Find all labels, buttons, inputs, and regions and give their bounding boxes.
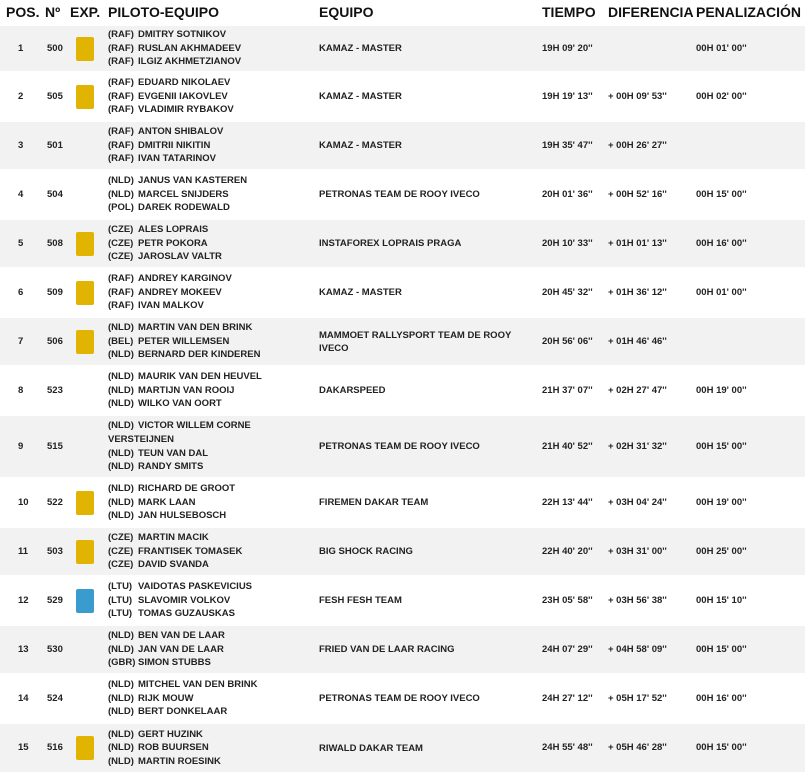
header-crew: PILOTO-EQUIPO <box>108 4 219 20</box>
team-cell: FESH FESH TEAM <box>319 576 542 625</box>
crew-nationality: (CZE) <box>108 224 134 236</box>
position-cell: 15 <box>0 723 45 772</box>
crew-member <box>108 656 319 670</box>
experience-cell <box>70 576 108 625</box>
experience-cell <box>70 674 108 723</box>
time-cell: 21H 37' 07'' <box>542 366 608 415</box>
position-cell: 4 <box>0 170 45 219</box>
crew-nationality: (RAF) <box>108 77 134 89</box>
time-cell: 23H 05' 58'' <box>542 576 608 625</box>
time-cell: 20H 56' 06'' <box>542 317 608 366</box>
experience-cell <box>70 723 108 772</box>
crew-nationality: (NLD) <box>108 349 134 361</box>
crew-nationality: (NLD) <box>108 371 134 383</box>
empty-badge <box>76 435 94 459</box>
crew-nationality: (RAF) <box>108 42 134 54</box>
crew-cell <box>108 674 319 723</box>
crew-cell <box>108 723 319 772</box>
number-cell: 503 <box>45 527 70 576</box>
experience-cell <box>70 72 108 121</box>
empty-badge <box>76 687 94 711</box>
penalty-cell: 00H 16' 00'' <box>696 219 805 268</box>
number-cell: 524 <box>45 674 70 723</box>
number-cell: 504 <box>45 170 70 219</box>
difference-cell: + 01H 36' 12'' <box>608 268 696 317</box>
empty-badge <box>76 379 94 403</box>
crew-member <box>108 419 319 446</box>
position-cell: 1 <box>0 25 45 72</box>
crew-name: ANDREY MOKEEV <box>138 286 222 298</box>
crew-member <box>108 188 319 202</box>
difference-cell: + 04H 58' 09'' <box>608 625 696 674</box>
time-cell: 24H 27' 12'' <box>542 674 608 723</box>
crew-name: ALES LOPRAIS <box>138 224 209 236</box>
crew-nationality: (GBR) <box>108 657 136 669</box>
position-cell: 12 <box>0 576 45 625</box>
team-cell: KAMAZ - MASTER <box>319 268 542 317</box>
empty-badge <box>76 134 94 158</box>
header-time: TIEMPO <box>542 4 596 20</box>
header-team: EQUIPO <box>319 4 374 20</box>
crew-name: GERT HUZINK <box>138 728 203 740</box>
crew-nationality: (CZE) <box>108 559 134 571</box>
difference-cell: + 01H 01' 13'' <box>608 219 696 268</box>
crew-member <box>108 125 319 139</box>
crew-member <box>108 335 319 349</box>
crew-member <box>108 741 319 755</box>
table-row[interactable] <box>0 478 805 527</box>
position-cell: 10 <box>0 478 45 527</box>
crew-nationality: (NLD) <box>108 496 134 508</box>
crew-name: SIMON STUBBS <box>138 657 211 669</box>
number-cell: 522 <box>45 478 70 527</box>
penalty-cell: 00H 25' 00'' <box>696 527 805 576</box>
table-row[interactable] <box>0 317 805 366</box>
difference-cell <box>608 25 696 72</box>
experience-cell <box>70 527 108 576</box>
crew-member <box>108 103 319 117</box>
experience-cell <box>70 25 108 72</box>
experience-cell <box>70 170 108 219</box>
crew-nationality: (NLD) <box>108 384 134 396</box>
empty-badge <box>76 638 94 662</box>
crew-member <box>108 678 319 692</box>
crew-nationality: (NLD) <box>108 679 134 691</box>
crew-cell <box>108 478 319 527</box>
gold-badge-icon <box>76 330 94 354</box>
crew-member <box>108 558 319 572</box>
crew-member <box>108 692 319 706</box>
team-cell: PETRONAS TEAM DE ROOY IVECO <box>319 674 542 723</box>
experience-cell <box>70 121 108 170</box>
position-cell: 3 <box>0 121 45 170</box>
crew-name: RANDY SMITS <box>138 461 204 473</box>
crew-nationality: (NLD) <box>108 447 134 459</box>
time-cell: 20H 01' 36'' <box>542 170 608 219</box>
number-cell: 500 <box>45 25 70 72</box>
penalty-cell: 00H 16' 00'' <box>696 674 805 723</box>
crew-name: TOMAS GUZAUSKAS <box>138 608 235 620</box>
crew-name: DAREK RODEWALD <box>138 202 230 214</box>
penalty-cell <box>696 121 805 170</box>
gold-badge-icon <box>76 540 94 564</box>
experience-cell <box>70 415 108 478</box>
time-cell: 22H 13' 44'' <box>542 478 608 527</box>
crew-member <box>108 286 319 300</box>
crew-name: JAN HULSEBOSCH <box>138 510 227 522</box>
crew-member <box>108 139 319 153</box>
crew-name: ANDREY KARGINOV <box>138 273 232 285</box>
table-row[interactable] <box>0 625 805 674</box>
position-cell: 13 <box>0 625 45 674</box>
team-cell: INSTAFOREX LOPRAIS PRAGA <box>319 219 542 268</box>
crew-name: MARTIN MACIK <box>138 532 209 544</box>
crew-name: DMITRY SOTNIKOV <box>138 29 227 41</box>
gold-badge-icon <box>76 281 94 305</box>
crew-member <box>108 397 319 411</box>
crew-name: RIJK MOUW <box>138 692 194 704</box>
penalty-cell <box>696 317 805 366</box>
crew-member <box>108 460 319 474</box>
crew-cell <box>108 170 319 219</box>
crew-member <box>108 299 319 313</box>
crew-member <box>108 755 319 769</box>
difference-cell: + 01H 46' 46'' <box>608 317 696 366</box>
number-cell: 529 <box>45 576 70 625</box>
crew-name: MARTIN ROESINK <box>138 755 221 767</box>
crew-member <box>108 348 319 362</box>
crew-nationality: (RAF) <box>108 153 134 165</box>
crew-name: FRANTISEK TOMASEK <box>138 545 243 557</box>
crew-nationality: (NLD) <box>108 728 134 740</box>
position-cell: 9 <box>0 415 45 478</box>
crew-cell <box>108 317 319 366</box>
crew-cell <box>108 576 319 625</box>
crew-member <box>108 496 319 510</box>
experience-cell <box>70 366 108 415</box>
crew-cell <box>108 366 319 415</box>
crew-nationality: (CZE) <box>108 532 134 544</box>
penalty-cell: 00H 15' 00'' <box>696 723 805 772</box>
crew-member <box>108 28 319 42</box>
crew-nationality: (NLD) <box>108 188 134 200</box>
experience-cell <box>70 478 108 527</box>
crew-name: JAN VAN DE LAAR <box>138 643 224 655</box>
crew-member <box>108 384 319 398</box>
position-cell: 5 <box>0 219 45 268</box>
team-cell: DAKARSPEED <box>319 366 542 415</box>
crew-cell <box>108 72 319 121</box>
crew-nationality: (RAF) <box>108 139 134 151</box>
difference-cell: + 03H 31' 00'' <box>608 527 696 576</box>
crew-name: MARK LAAN <box>138 496 196 508</box>
crew-nationality: (RAF) <box>108 286 134 298</box>
number-cell: 509 <box>45 268 70 317</box>
table-row[interactable] <box>0 170 805 219</box>
gold-badge-icon <box>76 85 94 109</box>
crew-name: VAIDOTAS PASKEVICIUS <box>138 581 253 593</box>
header-diff: DIFERENCIA <box>608 4 694 20</box>
table-row[interactable] <box>0 674 805 723</box>
crew-name: EDUARD NIKOLAEV <box>138 77 231 89</box>
crew-nationality: (RAF) <box>108 273 134 285</box>
crew-name: ANTON SHIBALOV <box>138 126 224 138</box>
crew-nationality: (POL) <box>108 202 134 214</box>
difference-cell: + 00H 26' 27'' <box>608 121 696 170</box>
crew-nationality: (NLD) <box>108 706 134 718</box>
position-cell: 2 <box>0 72 45 121</box>
crew-name: PETR POKORA <box>138 237 208 249</box>
gold-badge-icon <box>76 491 94 515</box>
crew-nationality: (CZE) <box>108 237 134 249</box>
crew-member <box>108 76 319 90</box>
difference-cell: + 02H 31' 32'' <box>608 415 696 478</box>
empty-badge <box>76 183 94 207</box>
crew-member <box>108 482 319 496</box>
team-cell: FIREMEN DAKAR TEAM <box>319 478 542 527</box>
experience-cell <box>70 268 108 317</box>
team-cell: MAMMOET RALLYSPORT TEAM DE ROOY IVECO <box>319 317 542 366</box>
crew-cell <box>108 625 319 674</box>
time-cell: 20H 10' 33'' <box>542 219 608 268</box>
team-cell: PETRONAS TEAM DE ROOY IVECO <box>319 170 542 219</box>
crew-nationality: (NLD) <box>108 630 134 642</box>
time-cell: 24H 07' 29'' <box>542 625 608 674</box>
crew-name: MARTIN VAN DEN BRINK <box>138 322 253 334</box>
position-cell: 14 <box>0 674 45 723</box>
number-cell: 505 <box>45 72 70 121</box>
crew-name: EVGENII IAKOVLEV <box>138 90 228 102</box>
penalty-cell: 00H 15' 10'' <box>696 576 805 625</box>
header-exp: EXP. <box>70 4 101 20</box>
crew-name: DMITRII NIKITIN <box>138 139 211 151</box>
crew-cell <box>108 527 319 576</box>
crew-member <box>108 152 319 166</box>
crew-member <box>108 705 319 719</box>
time-cell: 19H 19' 13'' <box>542 72 608 121</box>
number-cell: 523 <box>45 366 70 415</box>
difference-cell: + 05H 46' 28'' <box>608 723 696 772</box>
crew-member <box>108 447 319 461</box>
penalty-cell: 00H 15' 00'' <box>696 170 805 219</box>
position-cell: 8 <box>0 366 45 415</box>
crew-name: MARTIJN VAN ROOIJ <box>138 384 235 396</box>
table-row[interactable] <box>0 121 805 170</box>
header-penalty: PENALIZACIÓN <box>696 4 801 20</box>
experience-cell <box>70 625 108 674</box>
crew-member <box>108 201 319 215</box>
crew-nationality: (NLD) <box>108 742 134 754</box>
time-cell: 19H 35' 47'' <box>542 121 608 170</box>
crew-nationality: (NLD) <box>108 420 134 432</box>
crew-name: DAVID SVANDA <box>138 559 209 571</box>
difference-cell: + 05H 17' 52'' <box>608 674 696 723</box>
crew-name: JANUS VAN KASTEREN <box>138 175 248 187</box>
time-cell: 19H 09' 20'' <box>542 25 608 72</box>
crew-nationality: (NLD) <box>108 175 134 187</box>
crew-name: SLAVOMIR VOLKOV <box>138 594 231 606</box>
results-body <box>0 25 805 772</box>
crew-nationality: (NLD) <box>108 643 134 655</box>
crew-nationality: (CZE) <box>108 251 134 263</box>
penalty-cell: 00H 02' 00'' <box>696 72 805 121</box>
table-row[interactable] <box>0 527 805 576</box>
number-cell: 530 <box>45 625 70 674</box>
penalty-cell: 00H 19' 00'' <box>696 478 805 527</box>
gold-badge-icon <box>76 736 94 760</box>
crew-cell <box>108 268 319 317</box>
crew-member <box>108 629 319 643</box>
time-cell: 20H 45' 32'' <box>542 268 608 317</box>
team-cell: PETRONAS TEAM DE ROOY IVECO <box>319 415 542 478</box>
difference-cell: + 03H 56' 38'' <box>608 576 696 625</box>
crew-name: TEUN VAN DAL <box>138 447 209 459</box>
crew-name: IVAN TATARINOV <box>138 153 216 165</box>
penalty-cell: 00H 15' 00'' <box>696 625 805 674</box>
crew-nationality: (RAF) <box>108 104 134 116</box>
crew-member <box>108 174 319 188</box>
table-row[interactable] <box>0 415 805 478</box>
number-cell: 501 <box>45 121 70 170</box>
crew-name: PETER WILLEMSEN <box>138 335 230 347</box>
crew-nationality: (RAF) <box>108 126 134 138</box>
header-row <box>0 0 805 25</box>
crew-member <box>108 594 319 608</box>
crew-cell <box>108 121 319 170</box>
crew-member <box>108 42 319 56</box>
crew-member <box>108 509 319 523</box>
position-cell: 11 <box>0 527 45 576</box>
time-cell: 21H 40' 52'' <box>542 415 608 478</box>
gold-badge-icon <box>76 232 94 256</box>
team-cell: BIG SHOCK RACING <box>319 527 542 576</box>
crew-nationality: (LTU) <box>108 594 133 606</box>
team-cell: KAMAZ - MASTER <box>319 25 542 72</box>
crew-member <box>108 531 319 545</box>
crew-nationality: (NLD) <box>108 483 134 495</box>
position-cell: 7 <box>0 317 45 366</box>
header-pos: POS. <box>6 4 40 20</box>
crew-name: JAROSLAV VALTR <box>138 251 222 263</box>
team-cell: KAMAZ - MASTER <box>319 121 542 170</box>
crew-member <box>108 728 319 742</box>
crew-member <box>108 55 319 69</box>
crew-member <box>108 545 319 559</box>
number-cell: 508 <box>45 219 70 268</box>
penalty-cell: 00H 15' 00'' <box>696 415 805 478</box>
time-cell: 22H 40' 20'' <box>542 527 608 576</box>
crew-nationality: (RAF) <box>108 90 134 102</box>
experience-cell <box>70 317 108 366</box>
crew-name: RUSLAN AKHMADEEV <box>138 42 242 54</box>
crew-member <box>108 223 319 237</box>
crew-nationality: (NLD) <box>108 510 134 522</box>
table-row[interactable] <box>0 366 805 415</box>
penalty-cell: 00H 19' 00'' <box>696 366 805 415</box>
table-row[interactable] <box>0 576 805 625</box>
crew-member <box>108 370 319 384</box>
number-cell: 516 <box>45 723 70 772</box>
penalty-cell: 00H 01' 00'' <box>696 25 805 72</box>
crew-cell <box>108 415 319 478</box>
crew-member <box>108 272 319 286</box>
crew-nationality: (LTU) <box>108 608 133 620</box>
crew-name: ILGIZ AKHMETZIANOV <box>138 56 242 68</box>
crew-nationality: (NLD) <box>108 692 134 704</box>
number-cell: 506 <box>45 317 70 366</box>
crew-member <box>108 643 319 657</box>
crew-name: WILKO VAN OORT <box>138 398 222 410</box>
difference-cell: + 03H 04' 24'' <box>608 478 696 527</box>
crew-name: BEN VAN DE LAAR <box>138 630 225 642</box>
crew-name: MAURIK VAN DEN HEUVEL <box>138 371 262 383</box>
crew-name: BERNARD DER KINDEREN <box>138 349 261 361</box>
difference-cell: + 02H 27' 47'' <box>608 366 696 415</box>
crew-member <box>108 580 319 594</box>
crew-name: ROB BUURSEN <box>138 742 209 754</box>
crew-nationality: (RAF) <box>108 29 134 41</box>
difference-cell: + 00H 09' 53'' <box>608 72 696 121</box>
blue-badge-icon <box>76 589 94 613</box>
team-cell: RIWALD DAKAR TEAM <box>319 723 542 772</box>
crew-name: VLADIMIR RYBAKOV <box>138 104 234 116</box>
crew-name: MITCHEL VAN DEN BRINK <box>138 679 258 691</box>
table-row[interactable] <box>0 268 805 317</box>
crew-nationality: (RAF) <box>108 56 134 68</box>
crew-member <box>108 607 319 621</box>
crew-nationality: (CZE) <box>108 545 134 557</box>
crew-member <box>108 250 319 264</box>
crew-member <box>108 90 319 104</box>
position-cell: 6 <box>0 268 45 317</box>
team-cell: KAMAZ - MASTER <box>319 72 542 121</box>
number-cell: 515 <box>45 415 70 478</box>
team-cell: FRIED VAN DE LAAR RACING <box>319 625 542 674</box>
crew-name: VICTOR WILLEM CORNE VERSTEIJNEN <box>108 420 251 445</box>
gold-badge-icon <box>76 37 94 61</box>
crew-cell <box>108 25 319 72</box>
difference-cell: + 00H 52' 16'' <box>608 170 696 219</box>
crew-member <box>108 321 319 335</box>
crew-name: IVAN MALKOV <box>138 300 204 312</box>
crew-nationality: (BEL) <box>108 335 134 347</box>
experience-cell <box>70 219 108 268</box>
crew-nationality: (NLD) <box>108 322 134 334</box>
crew-nationality: (NLD) <box>108 398 134 410</box>
penalty-cell: 00H 01' 00'' <box>696 268 805 317</box>
crew-nationality: (NLD) <box>108 755 134 767</box>
crew-name: RICHARD DE GROOT <box>138 483 236 495</box>
crew-cell <box>108 219 319 268</box>
table-row[interactable] <box>0 723 805 772</box>
table-row[interactable] <box>0 219 805 268</box>
crew-name: MARCEL SNIJDERS <box>138 188 229 200</box>
table-row[interactable] <box>0 72 805 121</box>
crew-nationality: (LTU) <box>108 581 133 593</box>
table-row[interactable] <box>0 25 805 72</box>
time-cell: 24H 55' 48'' <box>542 723 608 772</box>
crew-nationality: (RAF) <box>108 300 134 312</box>
crew-member <box>108 237 319 251</box>
header-num: Nº <box>45 4 61 20</box>
crew-name: BERT DONKELAAR <box>138 706 228 718</box>
crew-nationality: (NLD) <box>108 461 134 473</box>
